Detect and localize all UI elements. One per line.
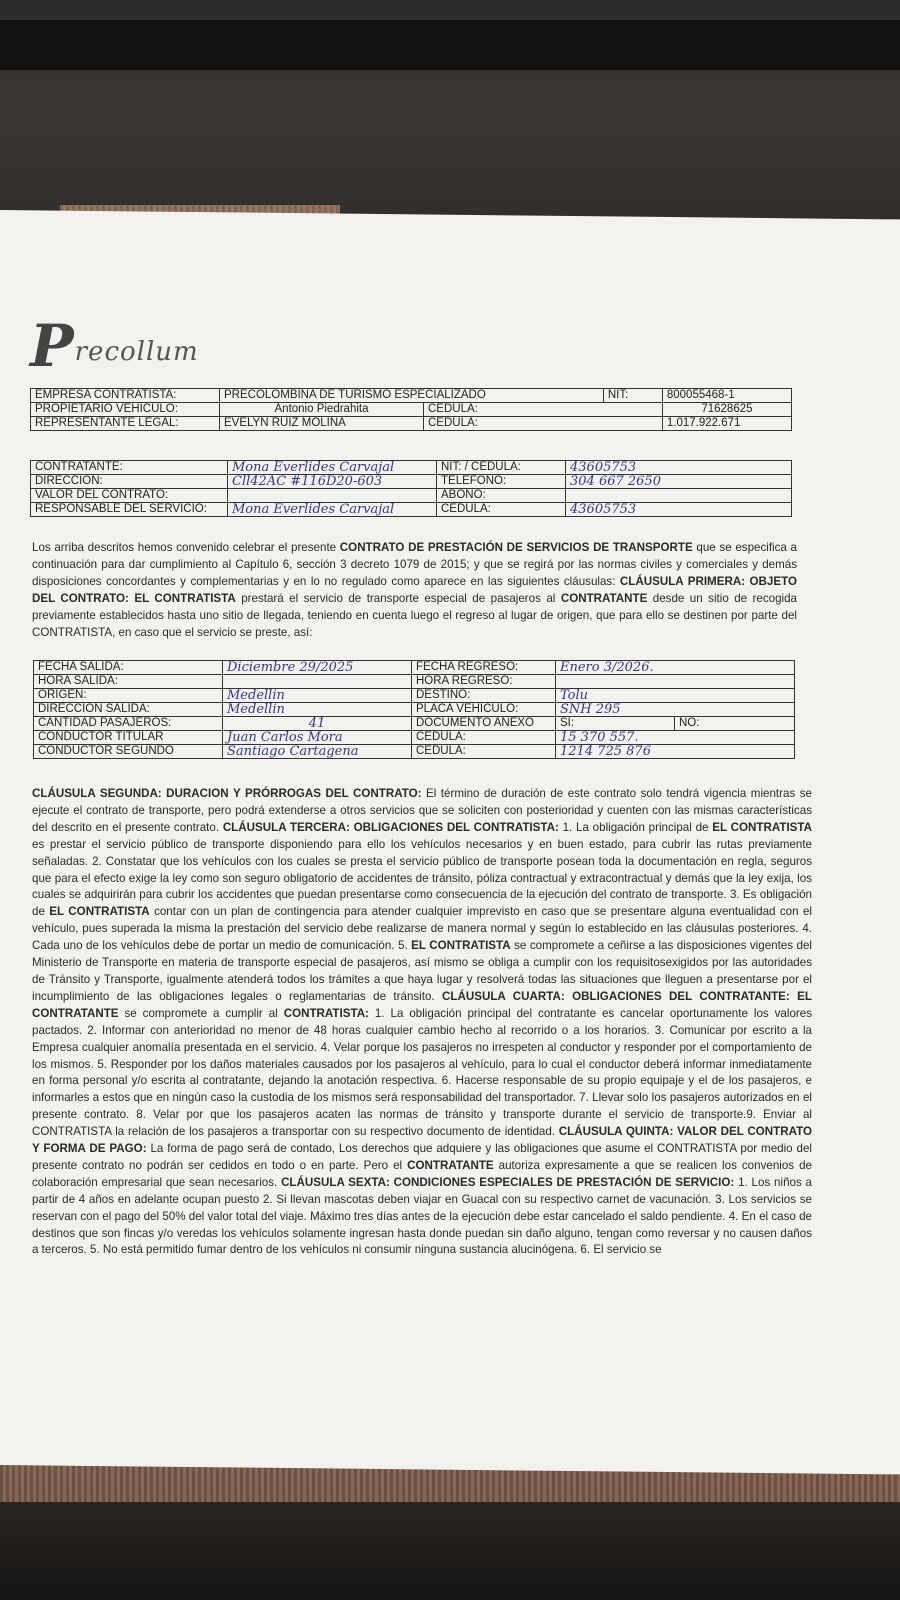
direccion-salida-value: Medellin [223, 703, 412, 717]
destino-label: DESTINO: [412, 689, 556, 703]
destino-value: Tolu [556, 689, 795, 703]
conductor-segundo-value: Santiago Cartagena [223, 745, 412, 759]
representante-value: EVELYN RUIZ MOLINA [220, 417, 424, 431]
conductor-titular-value: Juan Carlos Mora [223, 731, 412, 745]
conductor-segundo-cedula-value: 1214 725 876 [556, 745, 795, 759]
company-logo: Precollum [30, 312, 199, 380]
hora-salida-value [223, 675, 412, 689]
cantidad-value: 41 [223, 717, 412, 731]
placa-value: SNH 295 [556, 703, 795, 717]
documento-no-label: NO: [675, 717, 795, 731]
representante-cedula-label: CEDULA: [424, 417, 663, 431]
empresa-value: PRECOLOMBINA DE TURISMO ESPECIALIZADO [220, 389, 604, 403]
propietario-cedula-label: CEDULA: [424, 403, 663, 417]
valor-value [228, 489, 437, 503]
trip-details-table [33, 660, 795, 759]
representante-label: REPRESENTANTE LEGAL: [31, 417, 220, 431]
telefono-value: 304 667 2650 [566, 475, 792, 489]
nit-cedula-label: NIT: / CEDULA: [437, 461, 566, 475]
responsable-label: RESPONSABLE DEL SERVICIO: [31, 503, 228, 517]
origen-label: ORIGEN: [34, 689, 223, 703]
abono-value [566, 489, 792, 503]
representante-cedula-value: 1.017.922.671 [662, 417, 791, 431]
nit-value: 800055468-1 [662, 389, 791, 403]
placa-label: PLACA VEHÍCULO: [412, 703, 556, 717]
hora-regreso-label: HORA REGRESO: [412, 675, 556, 689]
propietario-value: Antonio Piedrahita [220, 403, 424, 417]
responsable-cedula-label: CEDULA: [437, 503, 566, 517]
valor-label: VALOR DEL CONTRATO: [31, 489, 228, 503]
conductor-titular-cedula-label: CEDULA: [412, 731, 556, 745]
direccion-value: Cll42AC #116D20-603 [228, 475, 437, 489]
fecha-regreso-value: Enero 3/2026. [556, 661, 795, 675]
responsable-cedula-value: 43605753 [566, 503, 792, 517]
propietario-label: PROPIETARIO VEHÍCULO: [31, 403, 220, 417]
contract-intro-paragraph: Los arriba descritos hemos convenido celebrar el presente CONTRATO DE PRESTACIÓN DE SERVICIOS DE TRANSPORTE que se especifica a continuación para dar cumplimiento al Capítulo 6, sección 3 decreto 1079 de 2015; y que se regirá por las normas civiles y comerciales y demás disposiciones concordantes y complementarias y en lo no regulado como aparece en las siguientes cláusulas: CLÁUSULA PRIMERA: OBJETO DEL CONTRATO: EL CONTRATISTA prestará el servicio de transporte especial de pasajeros al CONTRATANTE desde un sitio de recogida previamente establecidos hasta uno sitio de llegada, teniendo en cuenta luego el regreso al lugar de origen, que para ello se destinen por parte del CONTRATISTA, en caso que el servicio se preste, así: [32, 541, 798, 639]
conductor-segundo-label: CONDUCTOR SEGUNDO [34, 745, 223, 759]
propietario-cedula-value: 71628625 [662, 403, 791, 417]
contract-clauses-paragraph: CLÁUSULA SEGUNDA: DURACION Y PRÓRROGAS DEL CONTRATO: El término de duración de este contrato solo tendrá vigencia mientras se ejecute el contrato de transporte, pero podrá extenderse a otros servicios que se soliciten con posterioridad y cuenten con las mismas características del descrito en el presente contrato. CLÁUSULA TERCERA: OBLIGACIONES DEL CONTRATISTA: 1. La obligación principal de EL CONTRATISTA es prestar el servicio público de transporte disponiendo para ello los vehículos necesarios y en buen estado, para cubrir las rutas previamente señaladas. 2. Constatar que los vehículos con los cuales se presta el servicio público de transporte posean toda la documentación en regla, seguros que para el efecto exige la ley como son seguro obligatorio de accidentes de tránsito, póliza contractual y extracontractual y demás que la ley exija, los cuales se adquirirán para cubrir los accidentes que puedan presentarse como consecuencia de la ejecución del contrato de transporte. 3. Es obligación de EL CONTRATISTA contar con un plan de contingencia para atender cualquier imprevisto en caso que se presentare alguna eventualidad con el vehículo, pues superada la misma la prestación del servicio debe realizarse de manera normal y según lo establecido en las cláusulas posteriores. 4. Cada uno de los vehículos debe de portar un medio de comunicación. 5. EL CONTRATISTA se compromete a ceñirse a las disposiciones vigentes del Ministerio de Transporte en materia de transporte especial de pasajeros, así mismo se obliga a cumplir con los requisitosexigidos por las autoridades de Tránsito y Transporte, igualmente atenderá todos los trámites a que haya lugar y resolverá todas las situaciones que lleguen a presentarse por el incumplimiento de las obligaciones legales o reglamentarias de tránsito. CLÁUSULA CUARTA: OBLIGACIONES DEL CONTRATANTE: EL CONTRATANTE se compromete a cumplir al CONTRATISTA: 1. La obligación principal del contratante es cancelar oportunamente los valores pactados. 2. Informar con anterioridad no menor de 48 horas cualquier cambio hecho al recorrido o a los horarios. 3. Comunicar por escrito a la Empresa cualquier anomalía presentada en el servicio. 4. Velar porque los pasajeros no irrespeten al conductor y responder por el comportamiento de los mismos. 5. Responder por los daños materiales causados por los pasajeros al vehículo, para lo cual el conductor deberá informar inmediatamente en forma personal y/o escrita al contratante, dejando la anotación respectiva. 6. Hacerse responsable de su propio equipaje y el de los pasajeros, e informarles a estos que en ningún caso la custodia de los mismos será responsabilidad del transportador. 7. Llevar solo los pasajeros autorizados en el presente contrato. 8. Velar por que los pasajeros acaten las normas de tránsito y transporte durante el servicio de transporte.9. Enviar al CONTRATISTA la relación de los pasajeros a transportar con su respectivo documento de identidad. CLÁUSULA QUINTA: VALOR DEL CONTRATO Y FORMA DE PAGO: La forma de pago será de contado, Los derechos que adquiere y las obligaciones que asume el CONTRATISTA por medio del presente contrato no podrán ser cedidos en todo o en parte. Pero el CONTRATANTE autoriza expresamente a que se realicen los convenios de colaboración empresarial que sean necesarios. CLÁUSULA SEXTA: CONDICIONES ESPECIALES DE PRESTACIÓN DE SERVICIO: 1. Los niños a partir de 4 años en adelante ocupan puesto 2. Si llevan mascotas deben viajar en Guacal con su respectivo carnet de vacunación. 3. Los servicios se reservan con el pago del 50% del valor total del viaje. Máximo tres días antes de la ejecución debe estar cancelado el saldo pendiente. 4. En el caso de destinos que son fincas y/o veredas los vehículos solamente ingresan hasta donde puedan sin daño alguno, tengan como reversar y no causen daños a terceros. 5. No está permitido fumar dentro de los vehículos ni consumir ninguna sustancia alucinógena. 6. El servicio se [32, 787, 813, 1257]
documento-si-label: SI: [556, 717, 675, 731]
company-info-table [30, 388, 792, 431]
nit-cedula-value: 43605753 [566, 461, 792, 475]
cantidad-label: CANTIDAD PASAJEROS: [34, 717, 223, 731]
conductor-titular-label: CONDUCTOR TITULAR [34, 731, 223, 745]
fecha-regreso-label: FECHA REGRESO: [412, 661, 556, 675]
contratante-label: CONTRATANTE: [31, 461, 228, 475]
hora-regreso-value [556, 675, 795, 689]
abono-label: ABONO: [437, 489, 566, 503]
documento-anexo-label: DOCUMENTO ANEXO [412, 717, 556, 731]
fecha-salida-value: Diciembre 29/2025 [223, 661, 412, 675]
client-info-table [30, 460, 792, 517]
background-shadow-strip [0, 20, 900, 70]
hora-salida-label: HORA SALIDA: [34, 675, 223, 689]
direccion-label: DIRECCIÓN: [31, 475, 228, 489]
fecha-salida-label: FECHA SALIDA: [34, 661, 223, 675]
contratante-value: Mona Everlides Carvajal [228, 461, 437, 475]
origen-value: Medellin [223, 689, 412, 703]
conductor-titular-cedula-value: 15 370 557. [556, 731, 795, 745]
conductor-segundo-cedula-label: CEDULA: [412, 745, 556, 759]
empresa-label: EMPRESA CONTRATISTA: [31, 389, 220, 403]
telefono-label: TELEFONO: [437, 475, 566, 489]
responsable-value: Mona Everlides Carvajal [228, 503, 437, 517]
nit-label: NIT: [603, 389, 662, 403]
direccion-salida-label: DIRECCION SALIDA: [34, 703, 223, 717]
